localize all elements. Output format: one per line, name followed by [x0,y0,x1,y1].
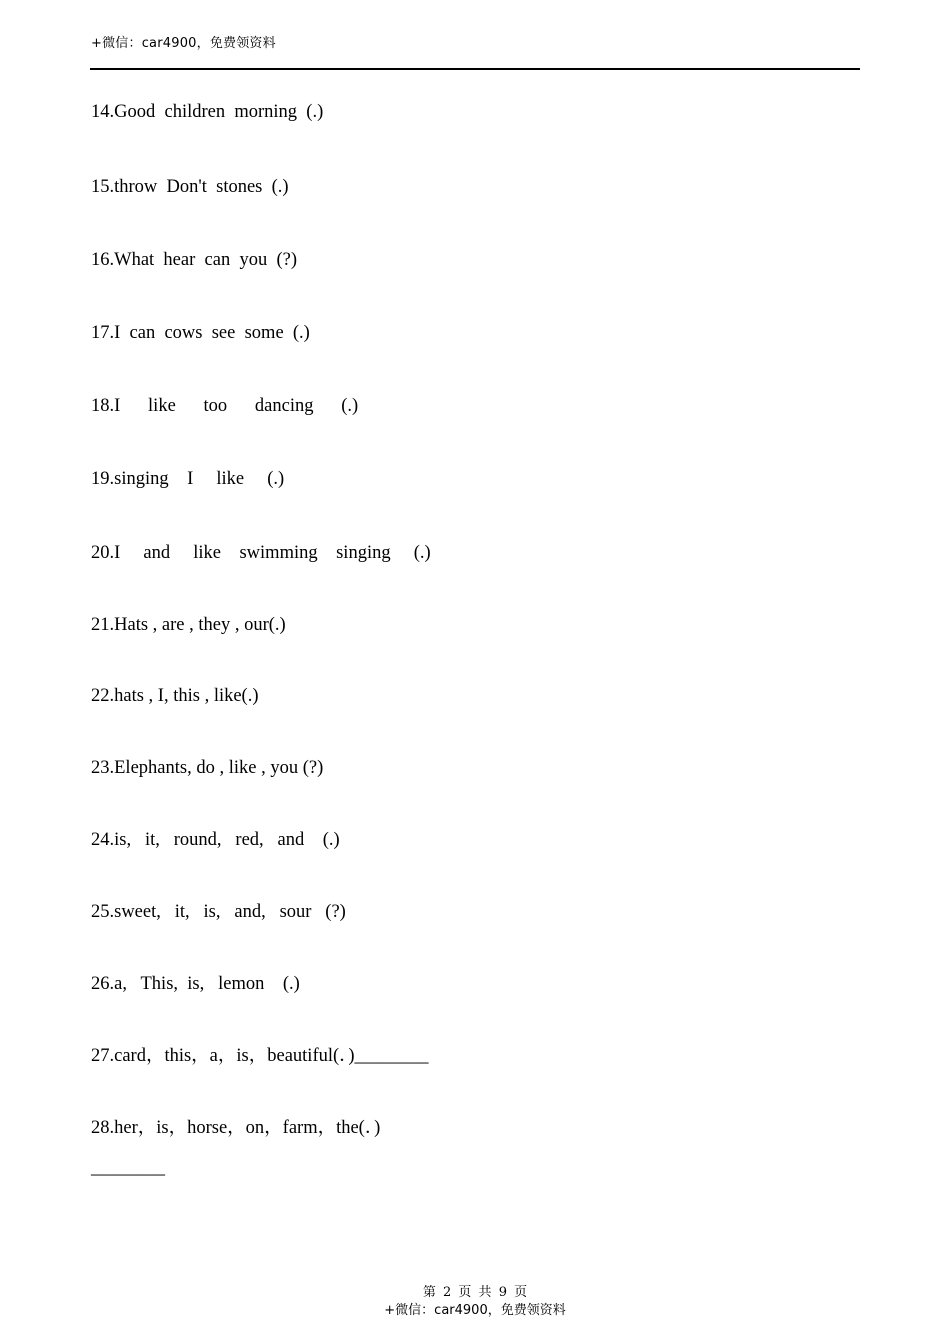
question-14: 14.Good children morning (.) [91,102,324,122]
question-19: 19.singing I like (.) [91,469,285,489]
question-16: 16.What hear can you (?) [91,250,297,270]
header-note: +微信：car4900，免费领资料 [91,36,276,51]
answer-blank: ________ [91,1158,165,1178]
question-22: 22.hats , I, this , like(.) [91,686,259,706]
question-18: 18.I like too dancing (.) [91,396,359,416]
question-15: 15.throw Don't stones (.) [91,177,289,197]
question-27: 27.card，this，a，is，beautiful(．)________ [91,1046,429,1066]
question-24: 24.is, it, round, red, and (.) [91,830,340,850]
header-divider [90,68,860,70]
question-28: 28.her，is，horse，on，farm，the(．) [91,1118,381,1138]
question-20: 20.I and like swimming singing (.) [91,543,431,563]
question-17: 17.I can cows see some (.) [91,323,310,343]
question-26: 26.a, This, is, lemon (.) [91,974,300,994]
question-23: 23.Elephants, do , like , you (?) [91,758,324,778]
page-number: 第 2 页 共 9 页 [422,1285,528,1300]
question-21: 21.Hats , are , they , our(.) [91,615,286,635]
footer-note: +微信：car4900，免费领资料 [384,1303,566,1318]
question-25: 25.sweet, it, is, and, sour (?) [91,902,346,922]
